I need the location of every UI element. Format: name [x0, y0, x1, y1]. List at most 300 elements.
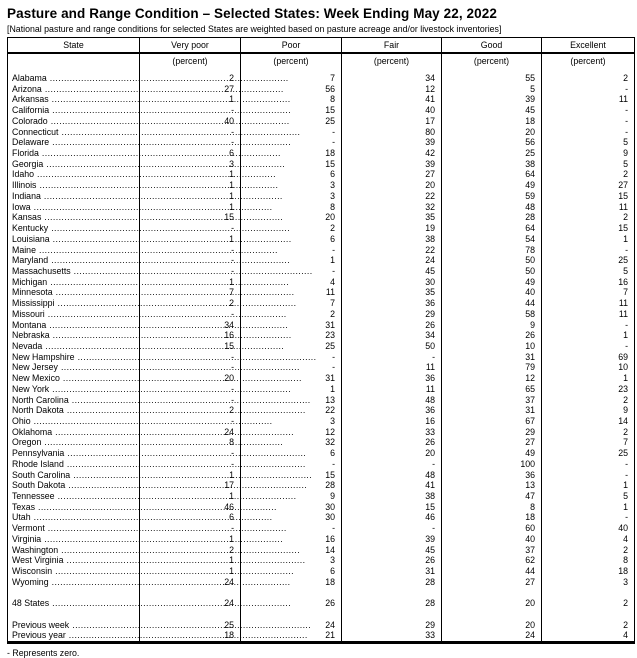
value-cell: 27 [442, 577, 542, 588]
value-cell: 67 [442, 416, 542, 427]
table-row [8, 277, 635, 288]
state-cell [8, 341, 140, 352]
state-cell [8, 320, 140, 331]
table-row [8, 534, 635, 545]
value-cell: 24 [140, 427, 241, 438]
state-label: New Jersey [12, 362, 58, 373]
value-cell: 11 [542, 94, 635, 105]
value-cell: - [342, 352, 442, 363]
value-cell: 8 [140, 437, 241, 448]
value-cell: 15 [140, 341, 241, 352]
dot-leader [44, 437, 283, 448]
unit-cell: (percent) [542, 53, 635, 73]
value-cell: 28 [442, 212, 542, 223]
unit-cell-empty [8, 53, 140, 73]
dot-leader [53, 330, 292, 341]
value-cell: 31 [241, 373, 342, 384]
state-cell [8, 395, 140, 406]
state-cell [8, 277, 140, 288]
unit-cell: (percent) [140, 53, 241, 73]
state-label: West Virginia [12, 555, 64, 566]
value-cell: - [140, 395, 241, 406]
value-cell: - [140, 362, 241, 373]
dot-leader [53, 234, 292, 245]
unit-cell: (percent) [241, 53, 342, 73]
dot-leader [52, 105, 291, 116]
state-label: Alabama [12, 73, 47, 83]
state-label: Nevada [12, 340, 43, 351]
table-row [8, 255, 635, 266]
table-row [8, 352, 635, 363]
value-cell: 11 [542, 202, 635, 213]
state-cell [8, 298, 140, 309]
state-label: Pennsylvania [12, 448, 65, 459]
dot-leader [51, 255, 290, 266]
value-cell: 3 [241, 416, 342, 427]
value-cell: 8 [542, 555, 635, 566]
table-row [8, 169, 635, 180]
state-cell [8, 427, 140, 438]
value-cell: 1 [542, 234, 635, 245]
value-cell: 4 [542, 630, 635, 642]
dot-leader [67, 459, 306, 470]
value-cell: 3 [241, 555, 342, 566]
state-cell [8, 384, 140, 395]
state-cell [8, 545, 140, 556]
value-cell: 7 [241, 73, 342, 84]
dot-leader [69, 630, 308, 641]
value-cell: 30 [342, 277, 442, 288]
value-cell: 5 [542, 159, 635, 170]
value-cell: 25 [442, 148, 542, 159]
value-cell: 25 [140, 620, 241, 631]
value-cell: 4 [542, 534, 635, 545]
value-cell: 50 [442, 266, 542, 277]
value-cell: 20 [241, 212, 342, 223]
value-cell: 24 [342, 255, 442, 266]
dot-leader [55, 427, 294, 438]
value-cell: 25 [241, 341, 342, 352]
state-label: Vermont [12, 523, 45, 534]
table-row [8, 470, 635, 481]
value-cell: 65 [442, 384, 542, 395]
value-cell: 2 [542, 212, 635, 223]
spacer-cell [241, 588, 342, 599]
value-cell: 2 [542, 427, 635, 438]
table-row [8, 341, 635, 352]
table-row [8, 395, 635, 406]
table-row [8, 73, 635, 84]
value-cell: 9 [542, 148, 635, 159]
spacer-cell [241, 609, 342, 620]
value-cell: 3 [542, 577, 635, 588]
value-cell: 2 [542, 395, 635, 406]
value-cell: 9 [241, 491, 342, 502]
spacer-cell [442, 609, 542, 620]
state-label: California [12, 105, 50, 116]
state-label: Utah [12, 512, 31, 523]
value-cell: 19 [342, 223, 442, 234]
state-cell [8, 566, 140, 577]
state-label: South Carolina [12, 469, 71, 480]
state-label: New Mexico [12, 373, 60, 384]
column-header-excellent: Excellent [542, 38, 635, 54]
dot-leader [46, 159, 285, 170]
dot-leader [51, 223, 290, 234]
value-cell: 27 [542, 180, 635, 191]
state-label: Kansas [12, 212, 42, 223]
value-cell: - [241, 352, 342, 363]
table-row [8, 384, 635, 395]
state-label: Idaho [12, 169, 35, 180]
value-cell: 9 [442, 320, 542, 331]
state-cell [8, 266, 140, 277]
state-cell [8, 512, 140, 523]
dot-leader [39, 180, 278, 191]
state-label: Michigan [12, 276, 48, 287]
value-cell: 1 [542, 502, 635, 513]
state-label: Wyoming [12, 576, 49, 587]
page-subtitle: [National pasture and range conditions for selected States are weighted based on pasture acreage and/or livestock inventories] [7, 24, 502, 34]
state-cell [8, 94, 140, 105]
value-cell: 59 [442, 191, 542, 202]
state-label: Massachusetts [12, 265, 71, 276]
value-cell: 23 [241, 330, 342, 341]
value-cell: 31 [442, 352, 542, 363]
table-row [8, 566, 635, 577]
value-cell: 24 [442, 630, 542, 642]
value-cell: 31 [241, 320, 342, 331]
state-cell [8, 116, 140, 127]
spacer-cell [8, 609, 140, 620]
value-cell: 23 [542, 384, 635, 395]
value-cell: 6 [241, 566, 342, 577]
dot-leader [52, 137, 291, 148]
value-cell: 20 [342, 180, 442, 191]
value-cell: 28 [241, 480, 342, 491]
footnote: - Represents zero. [7, 648, 80, 658]
value-cell: 20 [442, 127, 542, 138]
state-label: New York [12, 383, 50, 394]
state-cell [8, 352, 140, 363]
value-cell: 1 [140, 534, 241, 545]
state-label: South Dakota [12, 480, 66, 491]
table-row [8, 191, 635, 202]
value-cell: 6 [241, 169, 342, 180]
table-row [8, 84, 635, 95]
value-cell: 2 [140, 545, 241, 556]
value-cell: 34 [342, 73, 442, 84]
value-cell: 1 [140, 180, 241, 191]
value-cell: - [140, 127, 241, 138]
dot-leader [50, 73, 289, 84]
table-row [8, 105, 635, 116]
table-row [8, 309, 635, 320]
table-row [8, 212, 635, 223]
value-cell: 1 [140, 566, 241, 577]
value-cell: 2 [542, 169, 635, 180]
value-cell: - [342, 459, 442, 470]
value-cell: 41 [342, 480, 442, 491]
value-cell: - [542, 105, 635, 116]
value-cell: 11 [342, 362, 442, 373]
value-cell: 14 [241, 545, 342, 556]
table-row [8, 555, 635, 566]
value-cell: 40 [542, 523, 635, 534]
state-label: Oregon [12, 437, 42, 448]
value-cell: 46 [342, 512, 442, 523]
value-cell: 1 [140, 94, 241, 105]
dot-leader [72, 620, 311, 631]
value-cell: 6 [241, 448, 342, 459]
value-cell: - [140, 309, 241, 320]
value-cell: 15 [342, 502, 442, 513]
value-cell: 1 [241, 255, 342, 266]
state-label: 48 States [12, 598, 50, 609]
value-cell: 1 [140, 470, 241, 481]
value-cell: 1 [140, 234, 241, 245]
value-cell: 2 [140, 73, 241, 84]
value-cell: - [542, 512, 635, 523]
value-cell: - [542, 127, 635, 138]
table-row [8, 598, 635, 609]
table-row [8, 320, 635, 331]
value-cell: 64 [442, 223, 542, 234]
table-row [8, 427, 635, 438]
spacer-cell [8, 588, 140, 599]
value-cell: 56 [241, 84, 342, 95]
value-cell: 17 [140, 480, 241, 491]
table-row [8, 223, 635, 234]
dot-leader [39, 245, 278, 256]
value-cell: - [140, 137, 241, 148]
table-row [8, 287, 635, 298]
value-cell: 5 [542, 266, 635, 277]
state-cell [8, 459, 140, 470]
dot-leader [56, 287, 295, 298]
value-cell: - [140, 223, 241, 234]
value-cell: - [241, 137, 342, 148]
value-cell: 16 [342, 416, 442, 427]
state-cell [8, 84, 140, 95]
value-cell: 7 [140, 287, 241, 298]
state-cell [8, 523, 140, 534]
unit-cell: (percent) [342, 53, 442, 73]
value-cell: 50 [342, 341, 442, 352]
value-cell: 16 [542, 277, 635, 288]
state-label: Rhode Island [12, 458, 64, 469]
value-cell: - [140, 266, 241, 277]
dot-leader [50, 277, 289, 288]
dot-leader [34, 202, 273, 213]
table-row [8, 94, 635, 105]
table-row [8, 491, 635, 502]
value-cell: 40 [140, 116, 241, 127]
spacer-cell [542, 609, 635, 620]
value-cell: 69 [542, 352, 635, 363]
value-cell: 18 [241, 148, 342, 159]
column-header-fair: Fair [342, 38, 442, 54]
value-cell: 20 [442, 598, 542, 609]
state-cell [8, 577, 140, 588]
table-row [8, 437, 635, 448]
value-cell: 30 [241, 512, 342, 523]
value-cell: 10 [542, 362, 635, 373]
value-cell: 20 [140, 373, 241, 384]
value-cell: 18 [241, 577, 342, 588]
value-cell: - [542, 470, 635, 481]
dot-leader [74, 266, 313, 277]
header-row [8, 38, 635, 54]
value-cell: 36 [342, 405, 442, 416]
value-cell: 27 [442, 437, 542, 448]
dot-leader [44, 212, 283, 223]
state-cell [8, 169, 140, 180]
spacer-row [8, 588, 635, 599]
dot-leader [72, 395, 311, 406]
dot-leader [52, 94, 291, 105]
table-row [8, 448, 635, 459]
table-row [8, 159, 635, 170]
value-cell: 5 [542, 137, 635, 148]
value-cell: 1 [140, 277, 241, 288]
spacer-row [8, 609, 635, 620]
value-cell: 31 [442, 405, 542, 416]
value-cell: 100 [442, 459, 542, 470]
dot-leader [63, 373, 302, 384]
value-cell: 2 [542, 598, 635, 609]
table-row [8, 330, 635, 341]
value-cell: 36 [342, 373, 442, 384]
value-cell: - [241, 362, 342, 373]
value-cell: - [542, 341, 635, 352]
value-cell: 24 [140, 577, 241, 588]
value-cell: - [140, 255, 241, 266]
value-cell: 35 [342, 287, 442, 298]
value-cell: 47 [442, 491, 542, 502]
dot-leader [55, 566, 294, 577]
state-label: Colorado [12, 115, 48, 126]
value-cell: 8 [241, 94, 342, 105]
value-cell: 35 [342, 212, 442, 223]
value-cell: 39 [442, 94, 542, 105]
dot-leader [67, 405, 306, 416]
value-cell: 2 [542, 620, 635, 631]
value-cell: 24 [241, 620, 342, 631]
value-cell: - [140, 352, 241, 363]
unit-cell: (percent) [442, 53, 542, 73]
state-label: Louisiana [12, 233, 50, 244]
value-cell: 50 [442, 255, 542, 266]
value-cell: 36 [342, 298, 442, 309]
value-cell: 64 [442, 169, 542, 180]
state-cell [8, 223, 140, 234]
dot-leader [37, 169, 276, 180]
state-label: Connecticut [12, 126, 59, 137]
table-row [8, 405, 635, 416]
value-cell: 1 [542, 373, 635, 384]
value-cell: 17 [342, 116, 442, 127]
value-cell: - [542, 84, 635, 95]
value-cell: 13 [241, 395, 342, 406]
value-cell: - [140, 384, 241, 395]
state-label: Washington [12, 544, 59, 555]
dot-leader [58, 298, 297, 309]
value-cell: 18 [442, 512, 542, 523]
value-cell: 1 [140, 169, 241, 180]
table-row [8, 137, 635, 148]
value-cell: 24 [140, 598, 241, 609]
value-cell: 2 [140, 298, 241, 309]
state-label: Missouri [12, 308, 45, 319]
state-label: North Carolina [12, 394, 69, 405]
table-row [8, 180, 635, 191]
dot-leader [73, 470, 312, 481]
state-cell [8, 234, 140, 245]
state-label: Previous year [12, 630, 66, 641]
value-cell: 38 [342, 234, 442, 245]
dot-leader [42, 148, 281, 159]
value-cell: 41 [342, 94, 442, 105]
value-cell: 79 [442, 362, 542, 373]
value-cell: - [140, 416, 241, 427]
value-cell: 1 [140, 555, 241, 566]
value-cell: 54 [442, 234, 542, 245]
value-cell: 29 [342, 309, 442, 320]
value-cell: 15 [241, 105, 342, 116]
state-cell [8, 202, 140, 213]
value-cell: 26 [342, 555, 442, 566]
value-cell: 25 [241, 116, 342, 127]
value-cell: 15 [542, 191, 635, 202]
value-cell: 2 [542, 545, 635, 556]
value-cell: - [542, 320, 635, 331]
value-cell: 56 [442, 137, 542, 148]
value-cell: 1 [140, 191, 241, 202]
value-cell: 80 [342, 127, 442, 138]
value-cell: 48 [342, 470, 442, 481]
value-cell: 29 [342, 620, 442, 631]
value-cell: 38 [342, 491, 442, 502]
dot-leader [34, 416, 273, 427]
value-cell: 32 [342, 202, 442, 213]
value-cell: 22 [342, 191, 442, 202]
table-row [8, 245, 635, 256]
state-cell [8, 437, 140, 448]
value-cell: 45 [342, 266, 442, 277]
dot-leader [44, 534, 283, 545]
value-cell: 33 [342, 630, 442, 642]
value-cell: 11 [241, 287, 342, 298]
dot-leader [67, 555, 306, 566]
value-cell: 7 [542, 437, 635, 448]
value-cell: - [542, 245, 635, 256]
value-cell: - [241, 459, 342, 470]
state-label: Florida [12, 148, 39, 159]
state-label: New Hampshire [12, 351, 75, 362]
value-cell: 16 [140, 330, 241, 341]
state-cell [8, 502, 140, 513]
value-cell: 45 [442, 105, 542, 116]
value-cell: 6 [140, 512, 241, 523]
table-row [8, 416, 635, 427]
table-row [8, 502, 635, 513]
value-cell: 7 [542, 287, 635, 298]
value-cell: - [542, 459, 635, 470]
value-cell: 12 [442, 373, 542, 384]
spacer-cell [140, 588, 241, 599]
state-label: Georgia [12, 158, 44, 169]
